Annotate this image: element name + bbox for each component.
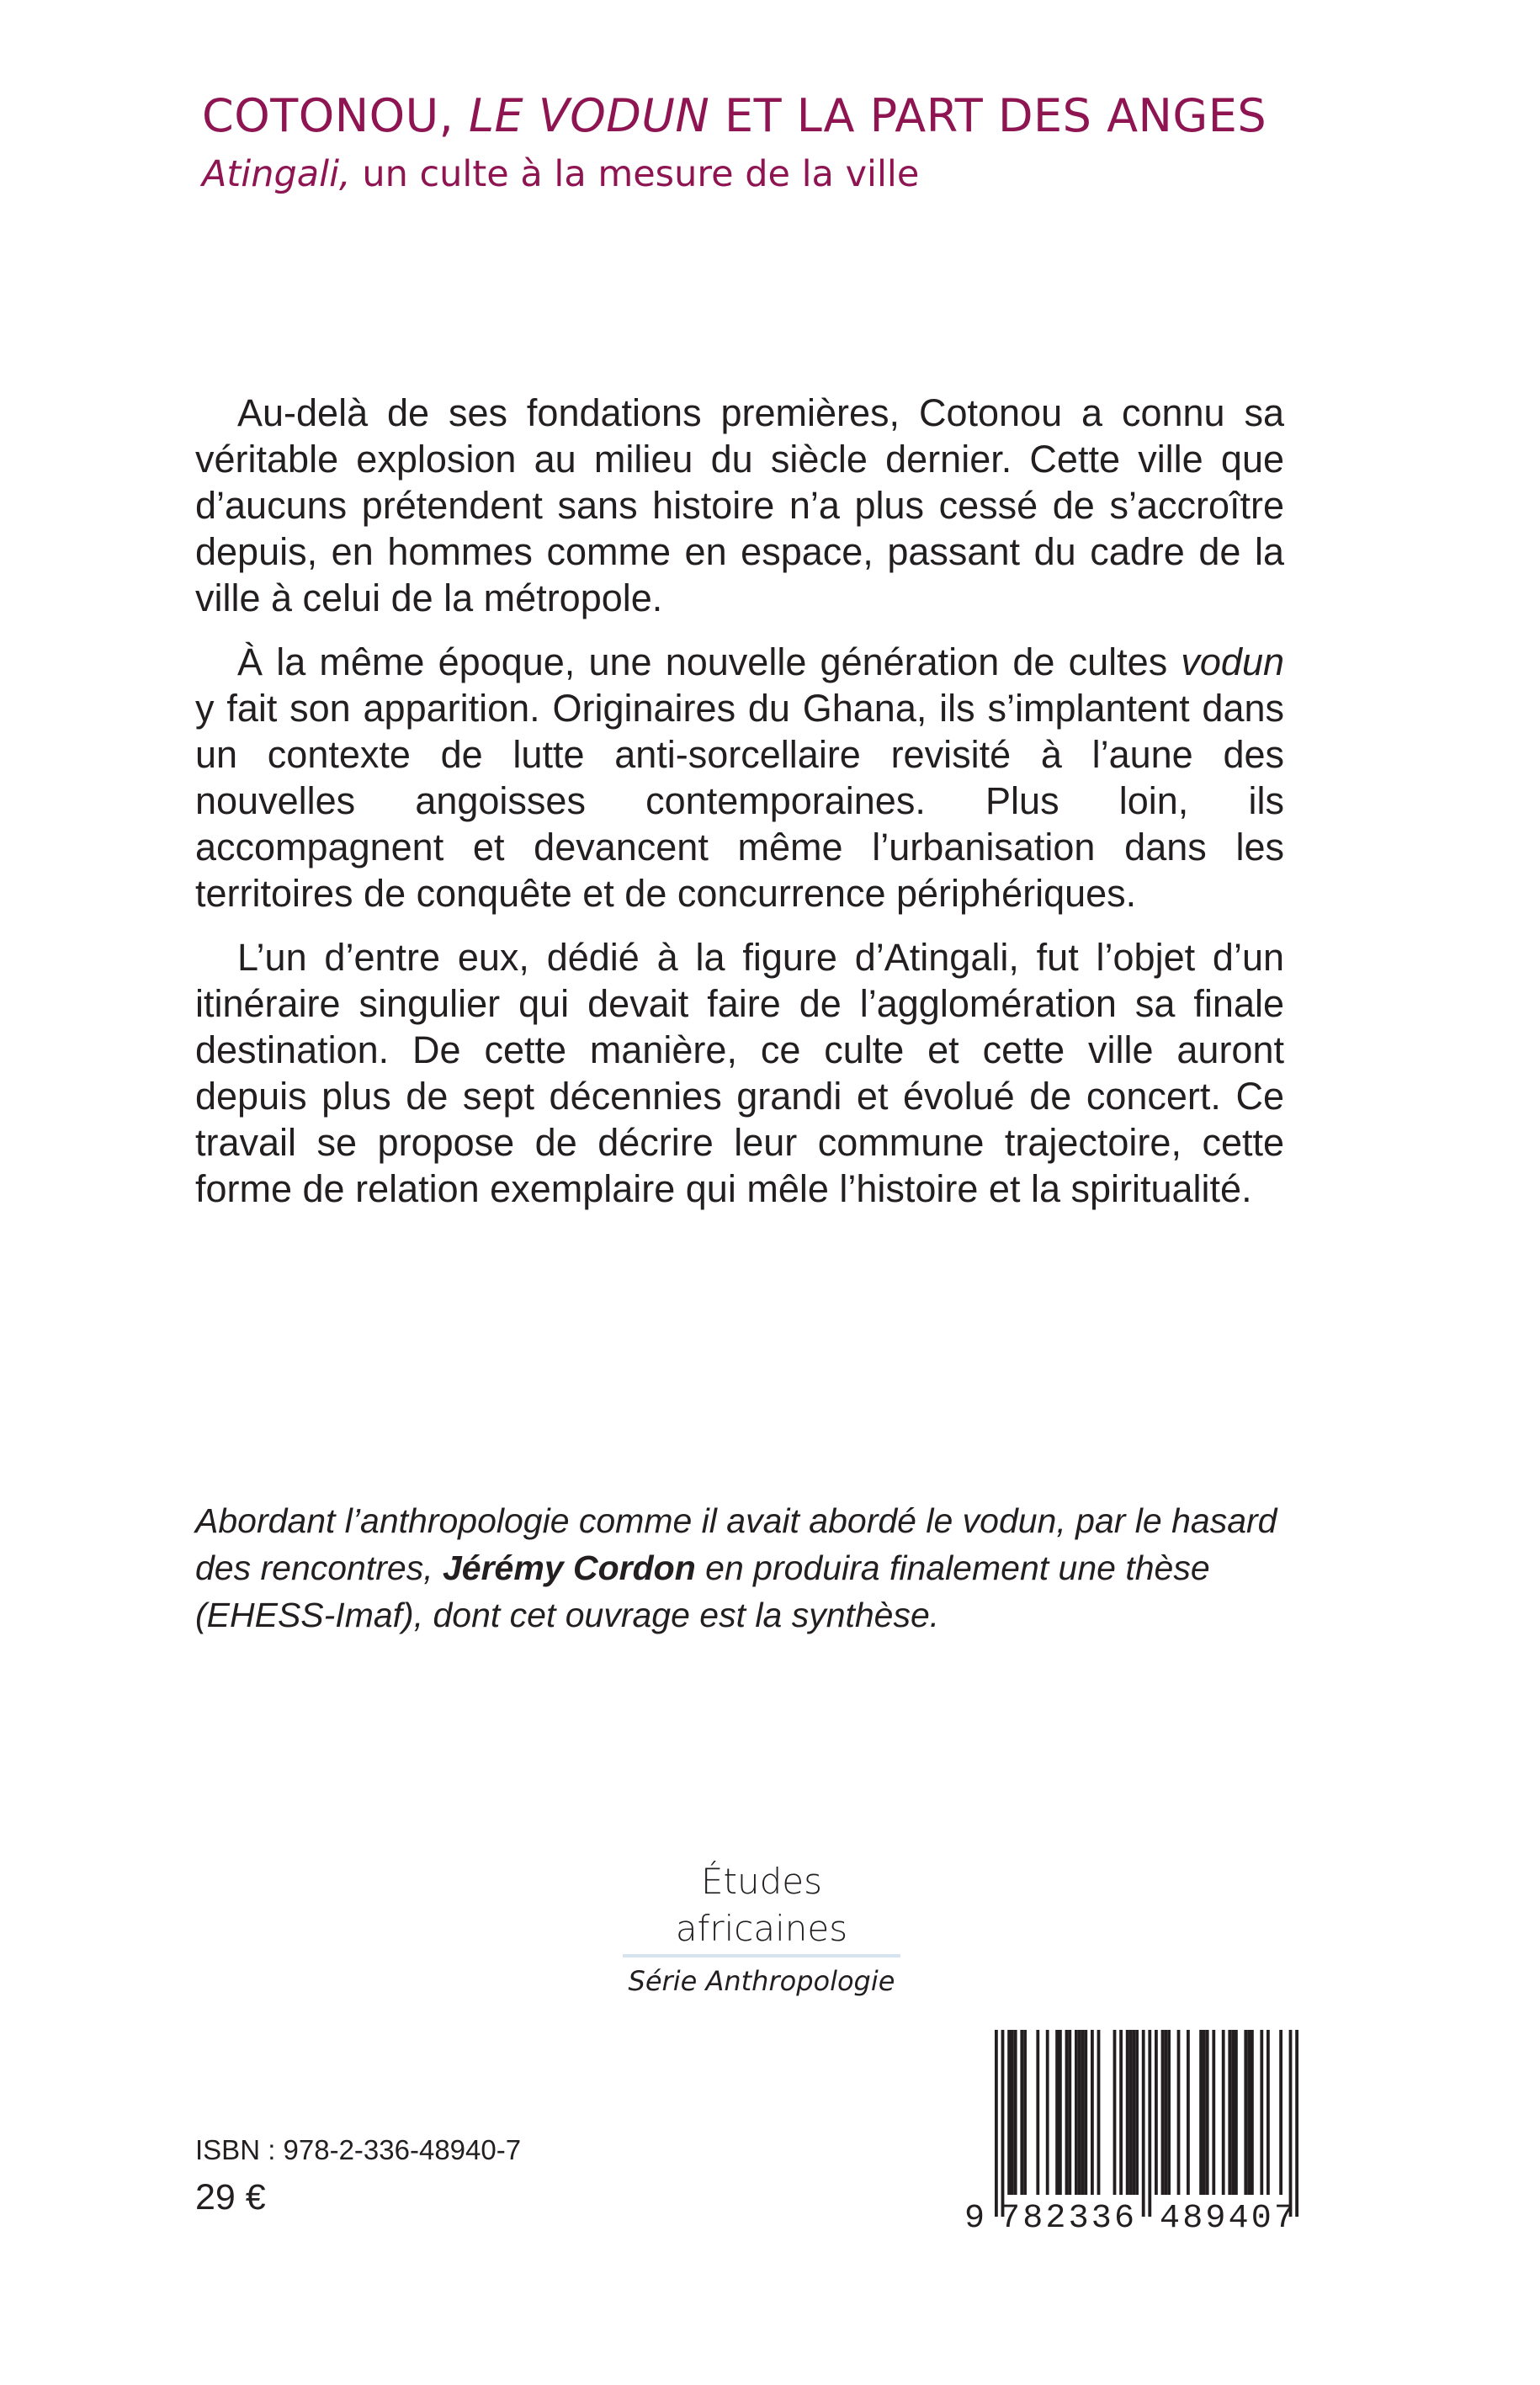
barcode-bar — [1212, 2030, 1215, 2195]
barcode-bar — [1167, 2030, 1171, 2195]
barcode-bar — [1065, 2030, 1069, 2195]
series-subseries: Série Anthropologie — [628, 1965, 895, 1997]
barcode-bar — [1126, 2030, 1129, 2195]
barcode-bar — [1113, 2030, 1117, 2195]
barcode-bar — [1119, 2030, 1123, 2195]
barcode-left-digits: 782336 — [1000, 2200, 1134, 2237]
barcode-bar — [1132, 2030, 1135, 2195]
series-name: Études africaines — [675, 1861, 848, 1949]
barcode-bar — [1177, 2030, 1181, 2195]
barcode-bar — [1001, 2030, 1005, 2217]
barcode-bar — [1247, 2030, 1251, 2195]
subtitle-italic: Atingali, — [202, 153, 351, 195]
blurb-paragraph-2-start: À la même époque, une nouvelle génération de cultes — [237, 640, 1182, 683]
barcode-graphic — [958, 2026, 1321, 2237]
barcode-bar — [1231, 2030, 1235, 2195]
barcode-bar — [1164, 2030, 1167, 2195]
barcode-bar — [995, 2030, 998, 2217]
barcode-bar — [1023, 2030, 1027, 2195]
barcode-bar — [1007, 2030, 1011, 2195]
barcode-bar — [1206, 2030, 1209, 2195]
barcode-bar — [1187, 2030, 1190, 2195]
barcode-bar — [1203, 2030, 1206, 2195]
barcode-bar — [1135, 2030, 1139, 2195]
barcode-bar — [1081, 2030, 1085, 2195]
barcode-bar — [1279, 2030, 1282, 2195]
blurb-paragraph-2-end: y fait son apparition. Originaires du Ghana, ils s’implantent dans un contexte de lutte anti-sorcellaire revisité à l’aune des nouvelles angoisses contemporaines. Plus loin, ils accompagnent et devancent même l’urbanisation dans les territoires de conquête et de concurrence périphériques. — [195, 687, 1284, 915]
barcode-right-digits: 489407 — [1160, 2200, 1294, 2237]
book-subtitle — [202, 151, 919, 197]
barcode-bar — [1199, 2030, 1203, 2195]
subtitle-rest: un culte à la mesure de la ville — [350, 153, 920, 195]
blurb-paragraph-1: Au-delà de ses fondations premières, Cotonou a connu sa véritable explosion au milieu du siècle dernier. Cette ville que d’aucuns prétendent sans histoire n’a plus cessé de s’accroître depuis, en hommes comme en espace, passant du cadre de la ville à celui de la métropole. — [195, 391, 1284, 619]
author-note-start: Abordant l’anthropologie comme il avait abordé le vodun, par le hasard des rencontres, — [195, 1501, 1277, 1587]
barcode-bar — [1222, 2030, 1225, 2195]
barcode-bar — [1097, 2030, 1101, 2195]
barcode — [958, 2026, 1321, 2237]
blurb-paragraph-2 — [195, 639, 1284, 916]
title-part-1: COTONOU, — [202, 89, 469, 142]
barcode-bar — [1260, 2030, 1263, 2195]
barcode-bar — [1020, 2030, 1023, 2195]
barcode-bar — [1295, 2030, 1298, 2217]
barcode-bar — [1289, 2030, 1293, 2217]
barcode-bar — [1142, 2030, 1145, 2217]
barcode-bar — [1078, 2030, 1081, 2195]
barcode-bars — [995, 2030, 1298, 2217]
barcode-bar — [1267, 2030, 1270, 2195]
barcode-bar — [1075, 2030, 1078, 2195]
series-divider — [623, 1954, 900, 1957]
barcode-bar — [1235, 2030, 1238, 2195]
barcode-bar — [1161, 2030, 1165, 2195]
book-title — [202, 89, 1267, 143]
barcode-bar — [1036, 2030, 1039, 2195]
price: 29 € — [195, 2177, 266, 2218]
series-logo — [623, 1858, 900, 1998]
barcode-bar — [1228, 2030, 1231, 2195]
barcode-first-digit: 9 — [964, 2200, 985, 2237]
isbn: ISBN : 978-2-336-48940-7 — [195, 2134, 522, 2165]
author-name: Jérémy Cordon — [443, 1548, 696, 1587]
barcode-bar — [1011, 2030, 1014, 2195]
barcode-bar — [1014, 2030, 1017, 2195]
barcode-bar — [1059, 2030, 1062, 2195]
title-part-2: LE VODUN — [468, 89, 710, 142]
barcode-bar — [1129, 2030, 1133, 2195]
barcode-bar — [1148, 2030, 1151, 2217]
barcode-bar — [1251, 2030, 1254, 2195]
barcode-bar — [1084, 2030, 1087, 2195]
barcode-bar — [1046, 2030, 1049, 2195]
author-note-end: en produira finalement une thèse (EHESS-Imaf), dont cet ouvrage est la synthèse. — [195, 1548, 1210, 1634]
barcode-bar — [1055, 2030, 1059, 2195]
blurb-paragraph-2-italic: vodun — [1181, 640, 1284, 683]
barcode-bar — [1091, 2030, 1094, 2195]
barcode-bar — [1068, 2030, 1071, 2195]
blurb-paragraph-3: L’un d’entre eux, dédié à la figure d’Atingali, fut l’objet d’un itinéraire singulier qui devait faire de l’agglomération sa finale destination. De cette manière, ce culte et cette ville auront depuis plus de sept décennies grandi et évolué de concert. Ce travail se propose de décrire leur commune trajectoire, cette forme de relation exemplaire qui mêle l’histoire et la spiritualité. — [195, 936, 1284, 1210]
blurb — [195, 390, 1284, 1230]
title-part-3: ET LA PART DES ANGES — [709, 89, 1267, 142]
barcode-bar — [1244, 2030, 1247, 2195]
author-note — [195, 1497, 1294, 1639]
barcode-bar — [1155, 2030, 1158, 2195]
